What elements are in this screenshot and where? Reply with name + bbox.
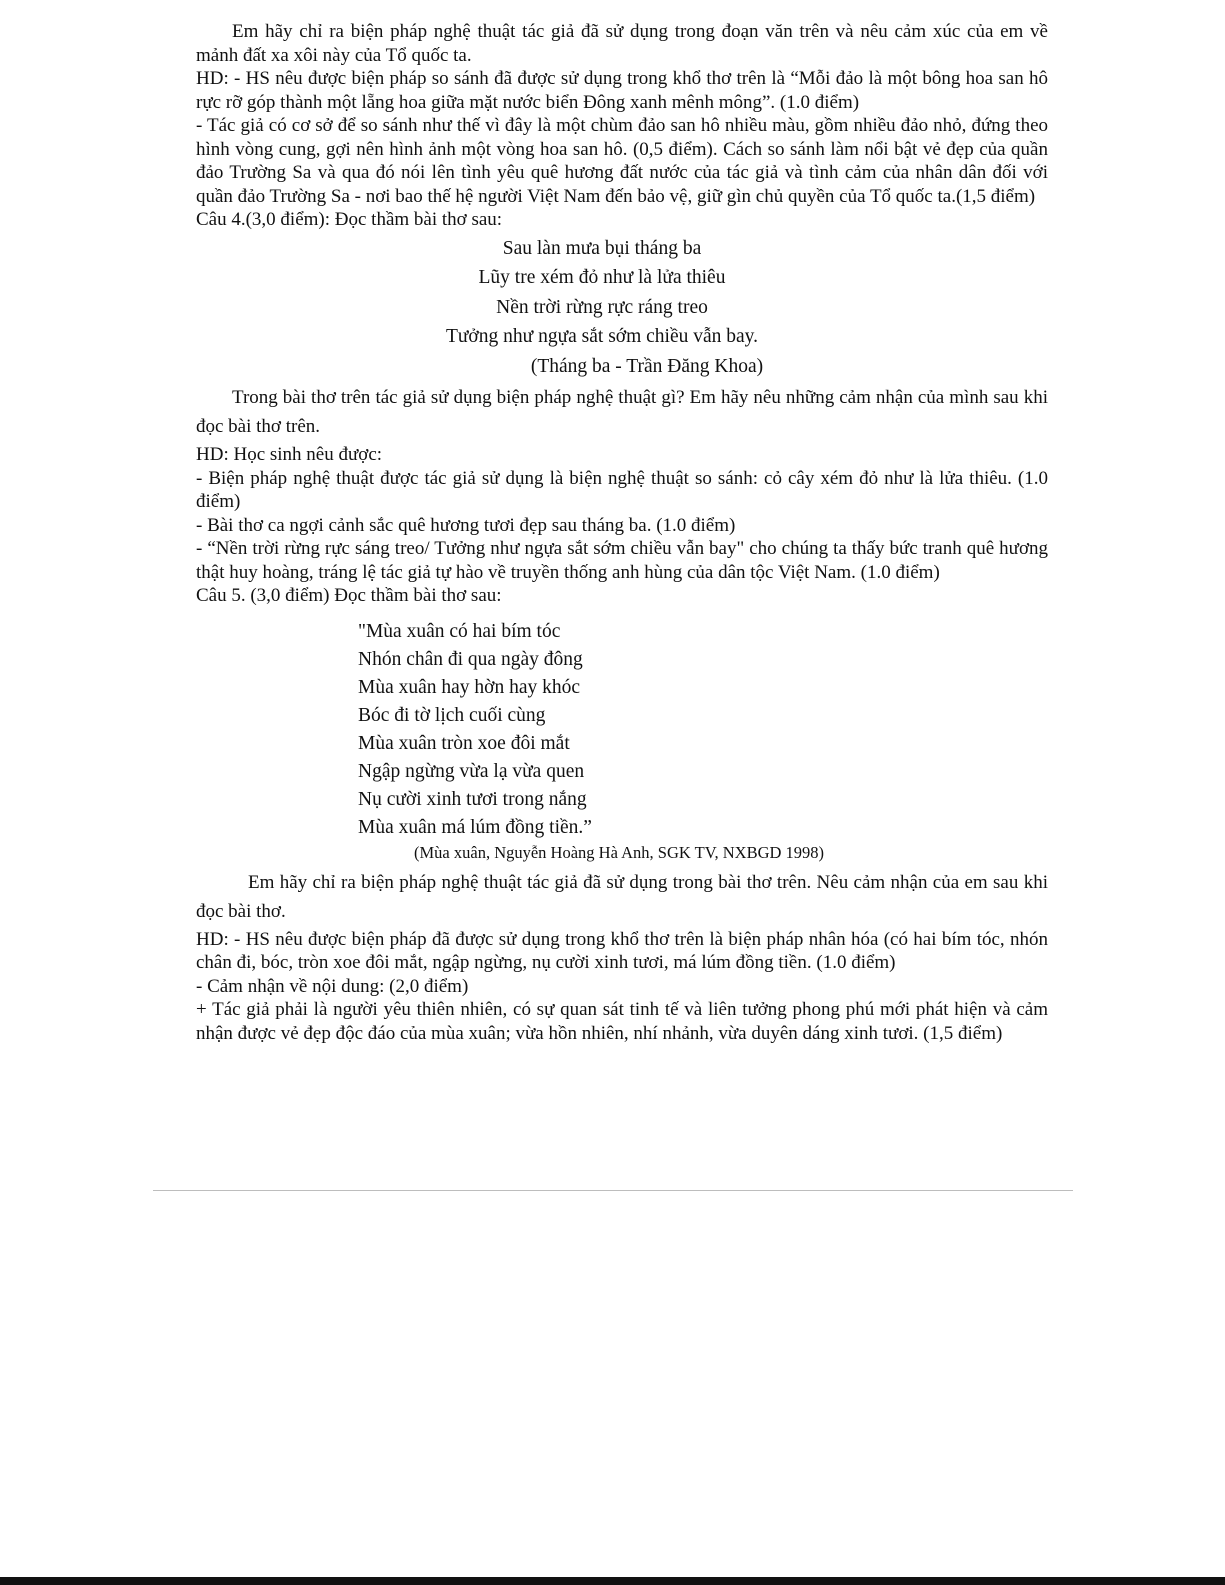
- question-4-prompt: Trong bài thơ trên tác giả sử dụng biện pháp nghệ thuật gì? Em hãy nêu những cảm nhận của mình sau khi đọc bài thơ trên.: [196, 387, 1048, 437]
- poem-line: Mùa xuân tròn xoe đôi mắt: [358, 732, 570, 754]
- page-divider: [153, 1190, 1073, 1191]
- answer-detail: - Tác giả có cơ sở để so sánh như thế vì đây là một chùm đảo san hô nhiều màu, gồm nhiều đảo nhỏ, đứng theo hình vòng cung, gợi nên hình ảnh một vòng hoa san hô. (0,5 điểm). Cách so sánh làm nổi bật vẻ đẹp của quần đảo Trường Sa và qua đó nói lên tình yêu quê hương đất nước của tác giả và tình cảm của nhân dân đối với quần đảo Trường Sa - nơi bao thế hệ người Việt Nam đến bảo vệ, giữ gìn chủ quyền của Tổ quốc ta.(1,5 điểm): [196, 115, 1048, 207]
- answer-guide: HD: - HS nêu được biện pháp so sánh đã được sử dụng trong khổ thơ trên là “Mỗi đảo là một bông hoa san hô rực rỡ góp thành một lẵng hoa giữa mặt nước biển Đông xanh mênh mông”. (1.0 điểm): [196, 68, 1048, 113]
- bottom-edge-bar: [0, 1577, 1225, 1585]
- poem-line: Nụ cười xinh tươi trong nắng: [358, 788, 587, 810]
- poem-source: (Tháng ba - Trần Đăng Khoa): [530, 355, 764, 377]
- answer-point: - Bài thơ ca ngợi cảnh sắc quê hương tươi đẹp sau tháng ba. (1.0 điểm): [196, 514, 736, 536]
- poem-line: Tưởng như ngựa sắt sớm chiều vẫn bay.: [445, 326, 759, 347]
- document-body: [196, 20, 1048, 1045]
- question-5-heading: Câu 5. (3,0 điểm) Đọc thầm bài thơ sau:: [196, 585, 502, 606]
- poem-line: Nền trời rừng rực ráng treo: [496, 296, 708, 318]
- answer-point: - “Nền trời rừng rực sáng treo/ Tưởng như ngựa sắt sớm chiều vẫn bay" cho chúng ta thấy bức tranh quê hương thật huy hoàng, tráng lệ tác giả tự hào về truyền thống anh hùng của dân tộc Việt Nam. (1.0 điểm): [196, 538, 1048, 583]
- answer-point: - Cảm nhận về nội dung: (2,0 điểm): [196, 975, 469, 997]
- question-paragraph: Em hãy chỉ ra biện pháp nghệ thuật tác giả đã sử dụng trong đoạn văn trên và nêu cảm xúc của em về mảnh đất xa xôi này của Tổ quốc ta.: [196, 21, 1048, 66]
- answer-guide-5: HD: - HS nêu được biện pháp đã được sử dụng trong khổ thơ trên là biện pháp nhân hóa (có hai bím tóc, nhón chân đi, bóc, tròn xoe đôi mắt, ngập ngừng, nụ cười xinh tươi, má lúm đồng tiền. (1.0 điểm): [196, 928, 1048, 973]
- question-4-heading: Câu 4.(3,0 điểm): Đọc thầm bài thơ sau:: [196, 209, 503, 230]
- poem-source: (Mùa xuân, Nguyễn Hoàng Hà Anh, SGK TV, NXBGD 1998): [414, 842, 825, 862]
- answer-point: - Biện pháp nghệ thuật được tác giả sử dụng là biện nghệ thuật so sánh: cỏ cây xém đỏ như là lửa thiêu. (1.0 điểm): [196, 467, 1048, 512]
- poem-line: Sau làn mưa bụi tháng ba: [502, 237, 702, 259]
- poem-line: Lũy tre xém đỏ như là lửa thiêu: [478, 267, 726, 288]
- poem-line: Mùa xuân hay hờn hay khóc: [358, 676, 581, 698]
- poem-line: Bóc đi tờ lịch cuối cùng: [358, 704, 546, 726]
- poem-thang-ba: [196, 234, 1048, 382]
- poem-mua-xuan: [358, 618, 1048, 842]
- question-5-prompt: Em hãy chỉ ra biện pháp nghệ thuật tác giả đã sử dụng trong bài thơ trên. Nêu cảm nhận của em sau khi đọc bài thơ.: [196, 871, 1048, 922]
- poem-line: Ngập ngừng vừa lạ vừa quen: [358, 760, 585, 782]
- answer-guide-4: HD: Học sinh nêu được:: [196, 444, 383, 465]
- answer-point: + Tác giả phải là người yêu thiên nhiên, có sự quan sát tinh tế và liên tưởng phong phú mới phát hiện và cảm nhận được vẻ đẹp độc đáo của mùa xuân; vừa hồn nhiên, nhí nhảnh, vừa duyên dáng xinh tươi. (1,5 điểm): [196, 999, 1048, 1044]
- poem-line: Mùa xuân má lúm đồng tiền.”: [358, 816, 592, 838]
- poem-line: "Mùa xuân có hai bím tóc: [358, 620, 561, 642]
- poem-line: Nhón chân đi qua ngày đông: [358, 648, 583, 670]
